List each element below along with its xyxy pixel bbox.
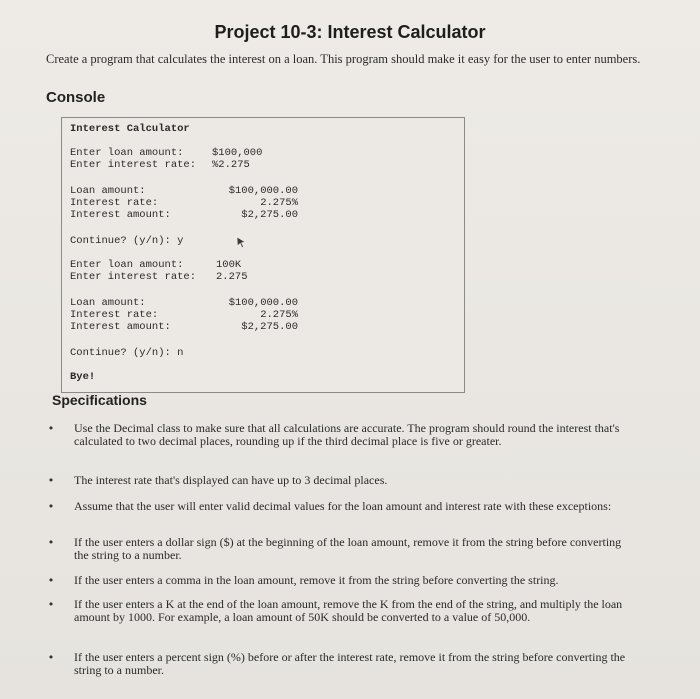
console-run1-rate-input: %2.275 [212, 159, 250, 171]
bullet-icon: • [47, 474, 55, 487]
console-run1-interest-label: Interest amount: [70, 209, 171, 221]
spec-text: If the user enters a dollar sign ($) at the beginning of the loan amount, remove it from the string before converting the string to a number. [74, 535, 622, 562]
spec-text: If the user enters a percent sign (%) before or after the interest rate, remove it from the string before converting the string to a number. [74, 650, 626, 677]
spec-text: The interest rate that's displayed can have up to 3 decimal places. [74, 473, 388, 487]
bullet-icon: • [47, 598, 55, 611]
bullet-icon: • [47, 574, 55, 587]
console-run2-amount-input: 100K [216, 259, 242, 271]
console-header: Interest Calculator [70, 123, 190, 135]
console-heading: Console [46, 89, 106, 106]
console-run1-loan-value: $100,000.00 [228, 185, 298, 197]
console-run1-rate-label: Interest rate: [70, 197, 159, 209]
console-run1-interest-value: $2,275.00 [241, 209, 298, 221]
spec-text: If the user enters a K at the end of the loan amount, remove the K from the end of the string, and multiply the loan amount by 1000. For example, a loan amount of 50K should be converted to a value of 50,000. [74, 597, 623, 624]
console-run2-continue: Continue? (y/n): n [70, 347, 184, 359]
console-goodbye: Bye! [70, 371, 96, 383]
intro-paragraph: Create a program that calculates the interest on a loan. This program should make it easy for the user to enter numbers. [46, 52, 641, 66]
console-run2-interest-label: Interest amount: [70, 321, 171, 333]
mouse-cursor-icon [236, 236, 246, 248]
console-run1-loan-label: Loan amount: [70, 185, 146, 197]
spec-text: Assume that the user will enter valid decimal values for the loan amount and interest rate with these exceptions: [74, 499, 612, 513]
console-run1-rate-value: 2.275% [260, 197, 298, 209]
bullet-icon: • [47, 536, 55, 549]
bullet-icon: • [47, 651, 55, 664]
console-run1-amount-prompt: Enter loan amount: [70, 147, 184, 159]
console-run2-loan-label: Loan amount: [70, 297, 146, 309]
console-run1-rate-prompt: Enter interest rate: [70, 159, 197, 171]
console-run2-interest-value: $2,275.00 [241, 321, 298, 333]
page-title: Project 10-3: Interest Calculator [214, 22, 486, 42]
specifications-heading: Specifications [52, 392, 147, 408]
console-run1-continue: Continue? (y/n): y [70, 235, 184, 247]
console-run2-amount-prompt: Enter loan amount: [70, 259, 184, 271]
spec-text: Use the Decimal class to make sure that all calculations are accurate. The program should round the interest that's calculated to two decimal places, rounding up if the third decimal place is five or greater. [74, 421, 620, 448]
console-run2-rate-input: 2.275 [216, 271, 248, 283]
console-run2-rate-label: Interest rate: [70, 309, 159, 321]
console-run1-amount-input: $100,000 [212, 147, 263, 159]
bullet-icon: • [47, 500, 55, 513]
console-run2-loan-value: $100,000.00 [228, 297, 298, 309]
console-output-box [61, 117, 465, 393]
console-run2-rate-prompt: Enter interest rate: [70, 271, 197, 283]
spec-text: If the user enters a comma in the loan amount, remove it from the string before converting the string. [74, 573, 559, 587]
console-run2-rate-value: 2.275% [260, 309, 298, 321]
bullet-icon: • [47, 422, 55, 435]
